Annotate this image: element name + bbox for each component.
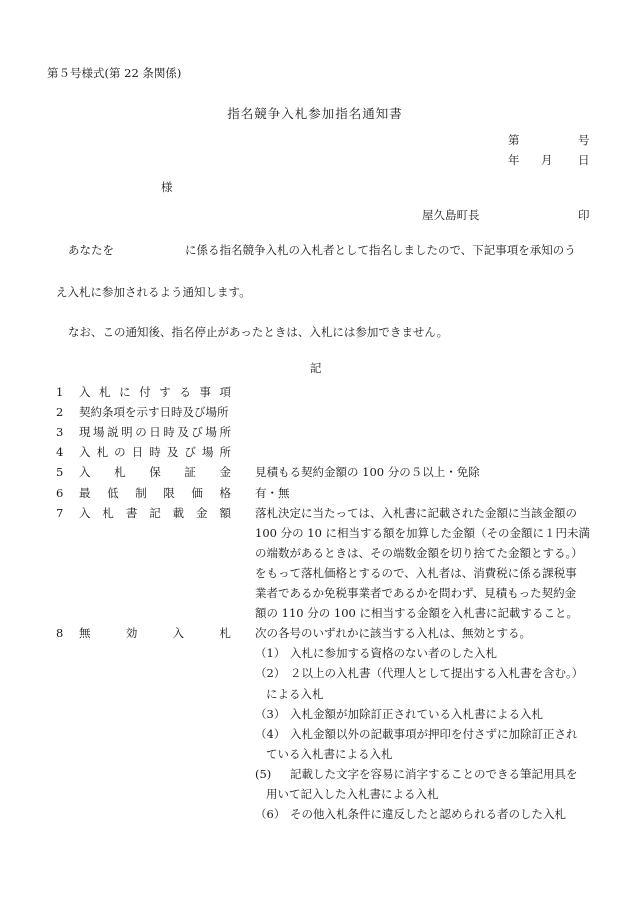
item-number: 4 bbox=[56, 445, 64, 460]
item-label-char: 書 bbox=[125, 505, 138, 520]
item-label-char: 現 bbox=[79, 425, 91, 440]
item-content-line: 額の 110 分の 100 に相当する金額を入札書に記載すること。 bbox=[255, 606, 579, 621]
item-label-char: 保 bbox=[149, 465, 161, 480]
item-label bbox=[79, 407, 231, 419]
item-number: 7 bbox=[56, 505, 64, 520]
date-month: 月 bbox=[541, 153, 553, 167]
sub-item-line: 入札金額が加除訂正されている入札書による入札 bbox=[290, 706, 543, 721]
item-label-char: 金 bbox=[196, 505, 208, 520]
item-label-char: 所 bbox=[219, 445, 231, 460]
item-content-line: 見積もる契約金額の 100 分の５以上・免除 bbox=[255, 465, 480, 480]
item-label bbox=[79, 387, 231, 399]
item-content-line: の端数があるときは、その端数金額を切り捨てた金額とする。） bbox=[255, 545, 583, 560]
item-label-char: 付 bbox=[139, 385, 151, 399]
item-label-char: 入 bbox=[79, 465, 91, 480]
date-day: 日 bbox=[578, 153, 590, 167]
item-label bbox=[79, 447, 231, 459]
sub-item-number: （2） bbox=[255, 666, 286, 681]
recipient-suffix: 様 bbox=[161, 180, 173, 194]
item-label-char: 証 bbox=[184, 465, 196, 480]
document-title: 指名競争入札参加指名通知書 bbox=[227, 106, 403, 121]
item-label-char: す bbox=[159, 385, 171, 399]
body-line2: え入札に参加されるよう通知します。 bbox=[56, 285, 251, 299]
sub-item-number: （4） bbox=[255, 726, 286, 741]
sub-item-line: ２以上の入札書（代理人として提出する入札書を含む。） bbox=[290, 666, 584, 681]
item-content-line: 次の各号のいずれかに該当する入札は、無効とする。 bbox=[255, 626, 531, 641]
body-line1-rest: に係る指名競争入札の入札者として指名しましたので、下記事項を承知のう bbox=[185, 243, 576, 257]
sub-item-number: (5) bbox=[255, 766, 272, 781]
item-label-char: 最 bbox=[79, 485, 91, 500]
item-label-char: 無 bbox=[79, 626, 91, 641]
item-label-char: び bbox=[184, 445, 196, 460]
item-label-char: 事 bbox=[199, 385, 211, 399]
item-label-char: 項 bbox=[219, 385, 231, 399]
item-label-char: 明 bbox=[121, 425, 133, 440]
item-label-char: 及 bbox=[166, 445, 179, 460]
item-label-char: 札 bbox=[102, 505, 114, 520]
body-line1-prefix: あなたを bbox=[68, 243, 114, 257]
item-label-char: に bbox=[119, 385, 131, 399]
item-label-char: 入 bbox=[79, 385, 91, 399]
item-content-line: 落札決定に当たっては、入札書に記載された金額に当該金額の bbox=[255, 505, 577, 520]
item-label-char: 記 bbox=[149, 505, 161, 520]
item-label-char: の bbox=[135, 425, 147, 440]
item-number: 3 bbox=[56, 425, 64, 440]
item-label-char: る bbox=[179, 385, 191, 399]
item-label-char: 札 bbox=[99, 385, 111, 399]
item-label bbox=[79, 427, 231, 439]
item-label bbox=[79, 485, 231, 500]
sub-item-line: 記載した文字を容易に消字することのできる筆記用具を bbox=[290, 766, 578, 781]
item-label-char: 契約条項を示す日時及び場所 bbox=[79, 405, 229, 420]
sub-item-number: （6） bbox=[255, 807, 286, 822]
item-content-line: 業者であるか免税事業者であるかを問わず、見積もった契約金 bbox=[255, 586, 577, 600]
date-year: 年 bbox=[508, 153, 520, 167]
item-number: 8 bbox=[56, 626, 64, 641]
form-number: 第５号様式(第 22 条関係) bbox=[47, 66, 182, 80]
item-label-char: 日 bbox=[149, 425, 161, 440]
item-label-char: 低 bbox=[107, 485, 119, 500]
item-label-char: 札 bbox=[219, 626, 231, 641]
item-label-char: 入 bbox=[79, 445, 91, 460]
item-label-char: 制 bbox=[135, 485, 147, 500]
item-label-char: 及 bbox=[177, 425, 189, 440]
sub-item-line: その他入札条件に違反したと認められる者のした入札 bbox=[290, 807, 566, 822]
item-label-char: 場 bbox=[93, 425, 105, 440]
issuer-seal: 印 bbox=[578, 208, 590, 222]
item-label-char: 格 bbox=[219, 485, 231, 500]
sub-item-number: （1） bbox=[255, 646, 286, 661]
item-label-char: 価 bbox=[191, 485, 203, 500]
date-dai: 第 bbox=[508, 133, 520, 147]
item-label-char: の bbox=[114, 445, 126, 460]
item-number: 1 bbox=[56, 385, 64, 399]
item-label-char: 場 bbox=[205, 425, 217, 440]
item-label-char: 説 bbox=[107, 425, 119, 440]
item-label-char: 札 bbox=[96, 445, 109, 460]
item-label-char: 限 bbox=[163, 485, 175, 500]
date-go: 号 bbox=[578, 133, 590, 147]
item-label-char: 場 bbox=[201, 445, 214, 460]
item-label-char: 時 bbox=[163, 425, 175, 440]
item-content-line: 100 分の 10 に相当する額を加算した金額（その金額に１円未満 bbox=[255, 525, 591, 540]
item-label bbox=[79, 628, 231, 640]
item-label-char: 札 bbox=[114, 465, 126, 480]
sub-item-line: による入札 bbox=[266, 686, 324, 701]
item-number: 6 bbox=[56, 485, 64, 500]
item-content-line: 有・無 bbox=[255, 485, 290, 500]
item-content-line: をもって落札価格とするので、入札者は、消費税に係る課税事 bbox=[255, 565, 577, 580]
item-label-char: 額 bbox=[219, 505, 231, 520]
sub-item-number: （3） bbox=[255, 706, 286, 721]
item-number: 2 bbox=[56, 405, 64, 420]
item-label-char: 金 bbox=[219, 465, 231, 480]
issuer-name: 屋久島町長 bbox=[422, 208, 480, 222]
item-label-char: 日 bbox=[131, 445, 144, 460]
sub-item-line: 入札金額以外の記載事項が押印を付さずに加除訂正され bbox=[290, 726, 578, 741]
item-label-char: 所 bbox=[219, 425, 231, 440]
item-label bbox=[79, 467, 231, 479]
item-label-char: 入 bbox=[172, 626, 185, 641]
sub-item-line: 用いて記入した入札書による入札 bbox=[266, 787, 439, 801]
body-line3: なお、この通知後、指名停止があったときは、入札には参加できません。 bbox=[68, 325, 449, 339]
item-label-char: 入 bbox=[79, 505, 91, 520]
item-label bbox=[79, 505, 231, 520]
sub-item-line: 入札に参加する資格のない者のした入札 bbox=[290, 646, 497, 661]
item-label-char: 効 bbox=[125, 626, 138, 641]
item-label-char: 時 bbox=[149, 445, 161, 460]
item-label-char: 載 bbox=[172, 505, 185, 520]
ki-heading: 記 bbox=[310, 361, 322, 375]
sub-item-line: ている入札書による入札 bbox=[266, 746, 393, 761]
item-number: 5 bbox=[56, 465, 64, 480]
item-label-char: び bbox=[191, 425, 203, 440]
